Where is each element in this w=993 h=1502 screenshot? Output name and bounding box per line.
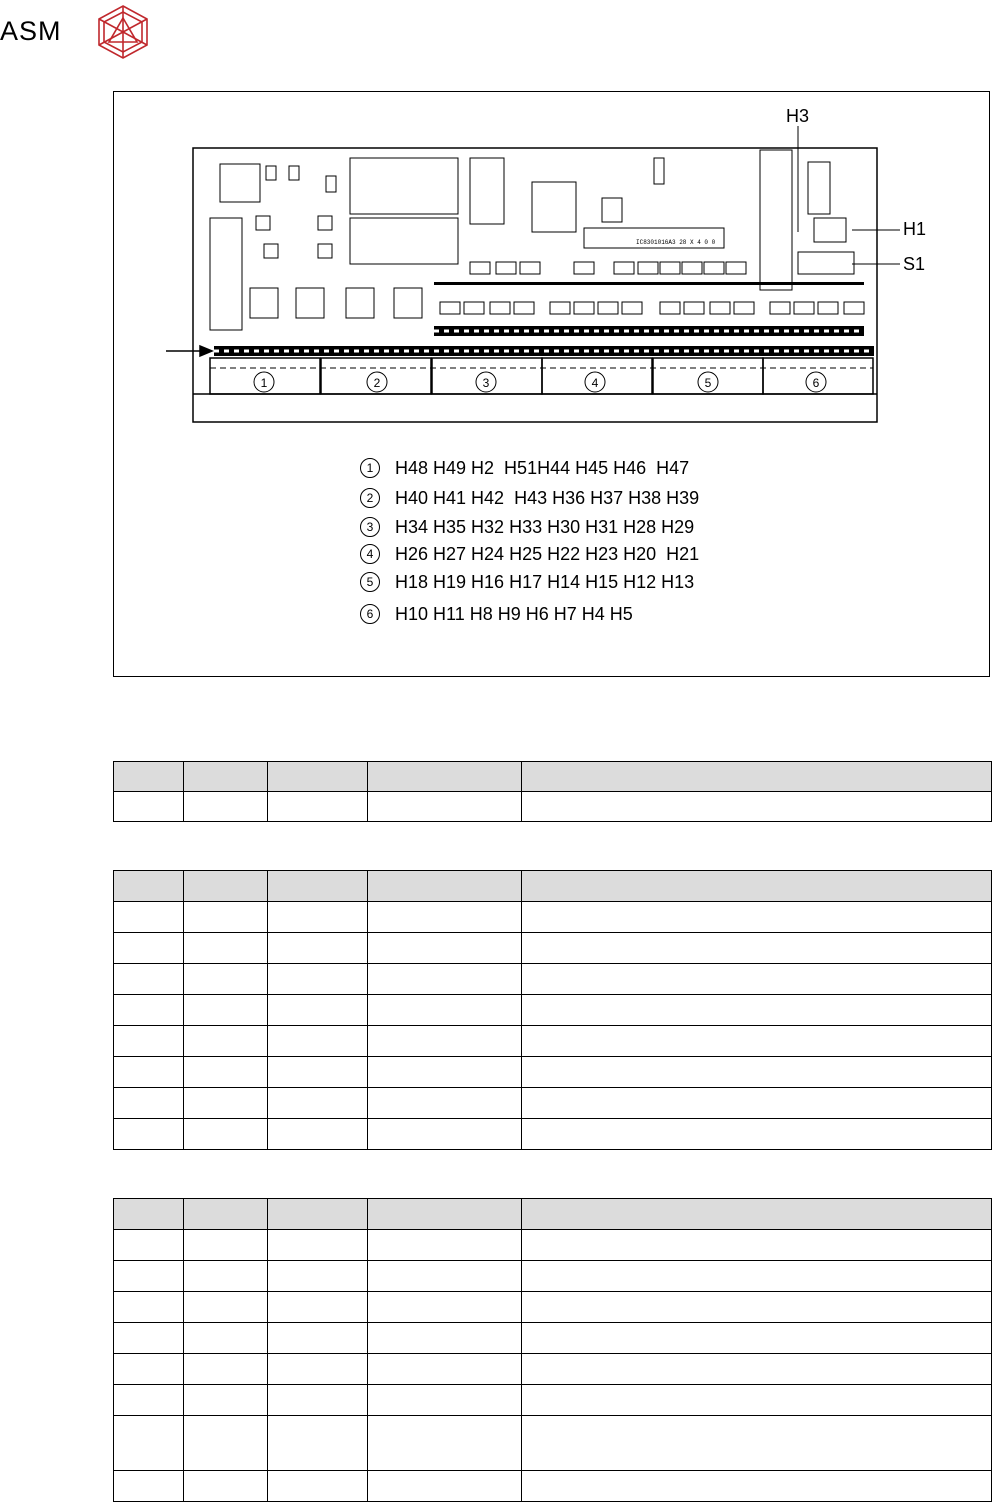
table-row bbox=[114, 1416, 992, 1471]
legend-text: H10 H11 H8 H9 H6 H7 H4 H5 bbox=[395, 603, 633, 624]
connector-number: 5 bbox=[704, 376, 712, 390]
spec-table-2 bbox=[113, 870, 992, 1150]
legend-text: H48 H49 H2 H51H44 H45 H46 H47 bbox=[395, 457, 690, 478]
legend-text: H18 H19 H16 H17 H14 H15 H12 H13 bbox=[395, 571, 695, 592]
legend-row bbox=[360, 516, 694, 538]
table-header-row bbox=[114, 762, 992, 792]
legend-number: 5 bbox=[360, 572, 380, 592]
callout-h1: H1 bbox=[903, 219, 927, 239]
legend-text: H34 H35 H32 H33 H30 H31 H28 H29 bbox=[395, 516, 695, 537]
board-figure bbox=[113, 91, 990, 677]
table-row bbox=[114, 1471, 992, 1502]
connector-number: 1 bbox=[260, 376, 268, 390]
table-row bbox=[114, 1292, 992, 1323]
legend-number: 3 bbox=[360, 517, 380, 537]
callout-s1: S1 bbox=[903, 254, 926, 274]
legend-number: 2 bbox=[360, 488, 380, 508]
legend-text: H40 H41 H42 H43 H36 H37 H38 H39 bbox=[395, 487, 700, 508]
table-row bbox=[114, 1261, 992, 1292]
table-row bbox=[114, 995, 992, 1026]
legend-row bbox=[360, 571, 694, 593]
legend-number: 4 bbox=[360, 544, 380, 564]
spec-table-3 bbox=[113, 1198, 992, 1502]
table-header-row bbox=[114, 1199, 992, 1230]
table-row bbox=[114, 902, 992, 933]
legend-row bbox=[360, 543, 699, 565]
table-row bbox=[114, 1323, 992, 1354]
table-header-row bbox=[114, 871, 992, 902]
legend-number: 1 bbox=[360, 458, 380, 478]
connector-number: 2 bbox=[373, 376, 381, 390]
connector-number: 3 bbox=[482, 376, 490, 390]
table-row bbox=[114, 1354, 992, 1385]
table-row bbox=[114, 964, 992, 995]
legend-row bbox=[360, 603, 633, 625]
callout-h3: H3 bbox=[786, 106, 810, 126]
asm-hexagon-logo-icon bbox=[93, 4, 153, 60]
asm-logo bbox=[0, 0, 170, 70]
table-row bbox=[114, 1385, 992, 1416]
table-row bbox=[114, 1026, 992, 1057]
table-row bbox=[114, 792, 992, 822]
legend-number: 6 bbox=[360, 604, 380, 624]
board-label: IC8301016A3 28 X 4 0 0 bbox=[636, 239, 716, 246]
table-row bbox=[114, 1119, 992, 1150]
connector-number: 4 bbox=[591, 376, 599, 390]
table-row bbox=[114, 1230, 992, 1261]
spec-table-1 bbox=[113, 761, 992, 822]
brand-name: ASM bbox=[0, 16, 62, 46]
legend-text: H26 H27 H24 H25 H22 H23 H20 H21 bbox=[395, 543, 700, 564]
table-row bbox=[114, 1088, 992, 1119]
table-row bbox=[114, 1057, 992, 1088]
table-row bbox=[114, 933, 992, 964]
legend-row bbox=[360, 457, 689, 479]
legend-row bbox=[360, 487, 699, 509]
connector-number: 6 bbox=[812, 376, 820, 390]
